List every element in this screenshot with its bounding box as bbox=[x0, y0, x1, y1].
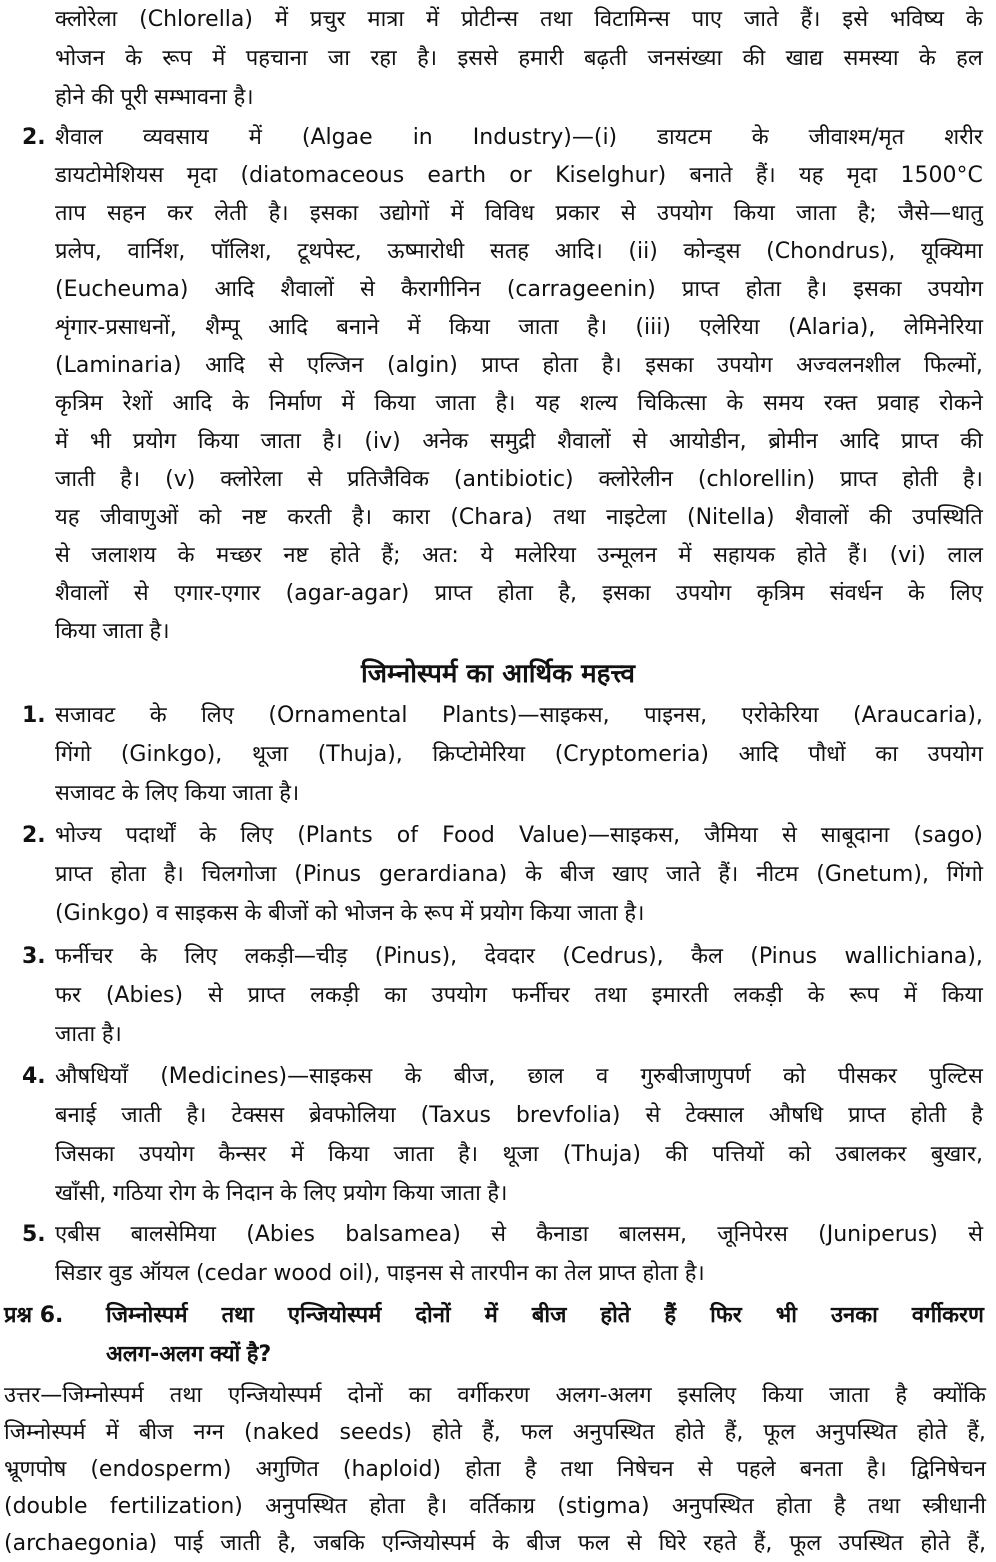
paragraph-line: क्लोरेला (Chlorella) में प्रचुर मात्रा में प्रोटीन्स तथा विटामिन्स पाए जाते हैं। इसे भविष्य के bbox=[55, 7, 983, 32]
algae-industry-line: यह जीवाणुओं को नष्ट करती है। कारा (Chara) तथा नाइटेला (Nitella) शैवालों की उपस्थिति bbox=[55, 505, 983, 530]
algae-industry-line: ताप सहन कर लेती है। इसका उद्योगों में विविध प्रकार से उपयोग किया जाता है; जैसे—धातु bbox=[55, 201, 983, 226]
answer-line: (archaegonia) पाई जाती है, जबकि एन्जियोस्पर्म के बीज फल से घिरे रहते हैं, फूल उपस्थित होते हैं, bbox=[4, 1531, 986, 1556]
list-item-line: बनाई जाती है। टेक्सस ब्रेवफोलिया (Taxus brevfolia) से टेक्साल औषधि प्राप्त होती है bbox=[55, 1103, 983, 1128]
list-item-line: गिंगो (Ginkgo), थूजा (Thuja), क्रिप्टोमेरिया (Cryptomeria) आदि पौधों का उपयोग bbox=[55, 742, 983, 767]
list-item-line: जाता है। bbox=[55, 1022, 122, 1047]
section-heading: जिम्नोस्पर्म का आर्थिक महत्त्व bbox=[361, 659, 635, 689]
algae-industry-line: कृत्रिम रेशों आदि के निर्माण में किया जाता है। यह शल्य चिकित्सा के समय रक्त प्रवाह रोकने bbox=[55, 391, 983, 416]
list-item-line: (Ginkgo) व साइकस के बीजों को भोजन के रूप में प्रयोग किया जाता है। bbox=[55, 901, 645, 926]
algae-industry-line: (Eucheuma) आदि शैवालों से कैरागीनिन (carrageenin) प्राप्त होता है। इसका उपयोग bbox=[55, 277, 983, 302]
algae-industry-line: किया जाता है। bbox=[55, 619, 170, 644]
list-item-line: फर्नीचर के लिए लकड़ी—चीड़ (Pinus), देवदार (Cedrus), कैल (Pinus wallichiana), bbox=[55, 944, 983, 969]
list-item-line: औषधियाँ (Medicines)—साइकस के बीज, छाल व गुरुबीजाणुपर्ण को पीसकर पुल्टिस bbox=[55, 1064, 983, 1089]
list-item-line: एबीस बालसेमिया (Abies balsamea) से कैनाडा बालसम, जूनिपेरस (Juniperus) से bbox=[55, 1222, 983, 1247]
algae-industry-line: शृंगार-प्रसाधनों, शैम्पू आदि बनाने में किया जाता है। (iii) एलेरिया (Alaria), लेमिनेरिया bbox=[55, 315, 983, 340]
list-item-line: फर (Abies) से प्राप्त लकड़ी का उपयोग फर्नीचर तथा इमारती लकड़ी के रूप में किया bbox=[55, 983, 983, 1008]
list-number: 2. bbox=[22, 125, 46, 150]
list-item-line: प्राप्त होता है। चिलगोजा (Pinus gerardiana) के बीज खाए जाते हैं। नीटम (Gnetum), गिंगो bbox=[55, 862, 983, 887]
answer-line: जिम्नोस्पर्म में बीज नग्न (naked seeds) होते हैं, फल अनुपस्थित होते हैं, फूल अनुपस्थित होते हैं, bbox=[4, 1420, 986, 1445]
list-item-line: भोज्य पदार्थों के लिए (Plants of Food Value)—साइकस, जैमिया से साबूदाना (sago) bbox=[55, 823, 983, 848]
list-item-line: खाँसी, गठिया रोग के निदान के लिए प्रयोग किया जाता है। bbox=[55, 1181, 508, 1206]
algae-industry-line: शैवाल व्यवसाय में (Algae in Industry)—(i) डायटम के जीवाश्म/मृत शरीर bbox=[55, 125, 983, 150]
answer-line: (double fertilization) अनुपस्थित होता है। वर्तिकाग्र (stigma) अनुपस्थित होता है तथा स्त्रीधानी bbox=[4, 1494, 986, 1519]
answer-line: भ्रूणपोष (endosperm) अगुणित (haploid) होता है तथा निषेचन से पहले बनता है। द्विनिषेचन bbox=[4, 1457, 986, 1482]
algae-industry-line: डायटोमेशियस मृदा (diatomaceous earth or Kiselghur) बनाते हैं। यह मृदा 1500°C bbox=[55, 163, 983, 188]
question-label: प्रश्न 6. bbox=[4, 1303, 64, 1328]
list-item-line: सिडार वुड ऑयल (cedar wood oil), पाइनस से तारपीन का तेल प्राप्त होता है। bbox=[55, 1261, 705, 1286]
algae-industry-line: शैवालों से एगार-एगार (agar-agar) प्राप्त होता है, इसका उपयोग कृत्रिम संवर्धन के लिए bbox=[55, 581, 983, 606]
algae-industry-line: से जलाशय के मच्छर नष्ट होते हैं; अत: ये मलेरिया उन्मूलन में सहायक होते हैं। (vi) लाल bbox=[55, 543, 983, 568]
paragraph-line: भोजन के रूप में पहचाना जा रहा है। इससे हमारी बढ़ती जनसंख्या की खाद्य समस्या के हल bbox=[55, 46, 983, 71]
list-item-line: सजावट के लिए किया जाता है। bbox=[55, 781, 300, 806]
algae-industry-line: प्रलेप, वार्निश, पॉलिश, टूथपेस्ट, ऊष्मारोधी सतह आदि। (ii) कोन्ड्स (Chondrus), यूक्यिमा bbox=[55, 239, 983, 264]
question-text-line: अलग-अलग क्यों है? bbox=[106, 1342, 272, 1367]
algae-industry-line: (Laminaria) आदि से एल्जिन (algin) प्राप्त होता है। इसका उपयोग अज्वलनशील फिल्मों, bbox=[55, 353, 983, 378]
answer-line: उत्तर—जिम्नोस्पर्म तथा एन्जियोस्पर्म दोनों का वर्गीकरण अलग-अलग इसलिए किया जाता है क्योंकि bbox=[4, 1383, 986, 1408]
list-item-line: जिसका उपयोग कैन्सर में किया जाता है। थूजा (Thuja) की पत्तियों को उबालकर बुखार, bbox=[55, 1142, 983, 1167]
algae-industry-line: जाती है। (v) क्लोरेला से प्रतिजैविक (antibiotic) क्लोरेलीन (chlorellin) प्राप्त होती है। bbox=[55, 467, 983, 492]
list-item-line: सजावट के लिए (Ornamental Plants)—साइकस, पाइनस, एरोकेरिया (Araucaria), bbox=[55, 703, 983, 728]
paragraph-line: होने की पूरी सम्भावना है। bbox=[55, 85, 254, 110]
algae-industry-line: में भी प्रयोग किया जाता है। (iv) अनेक समुद्री शैवालों से आयोडीन, ब्रोमीन आदि प्राप्त की bbox=[55, 429, 983, 454]
list-number: 1. bbox=[22, 703, 46, 728]
list-number: 3. bbox=[22, 944, 46, 969]
list-number: 2. bbox=[22, 823, 46, 848]
question-text-line: जिम्नोस्पर्म तथा एन्जियोस्पर्म दोनों में बीज होते हैं फिर भी उनका वर्गीकरण bbox=[106, 1303, 984, 1328]
list-number: 5. bbox=[22, 1222, 46, 1247]
list-number: 4. bbox=[22, 1064, 46, 1089]
